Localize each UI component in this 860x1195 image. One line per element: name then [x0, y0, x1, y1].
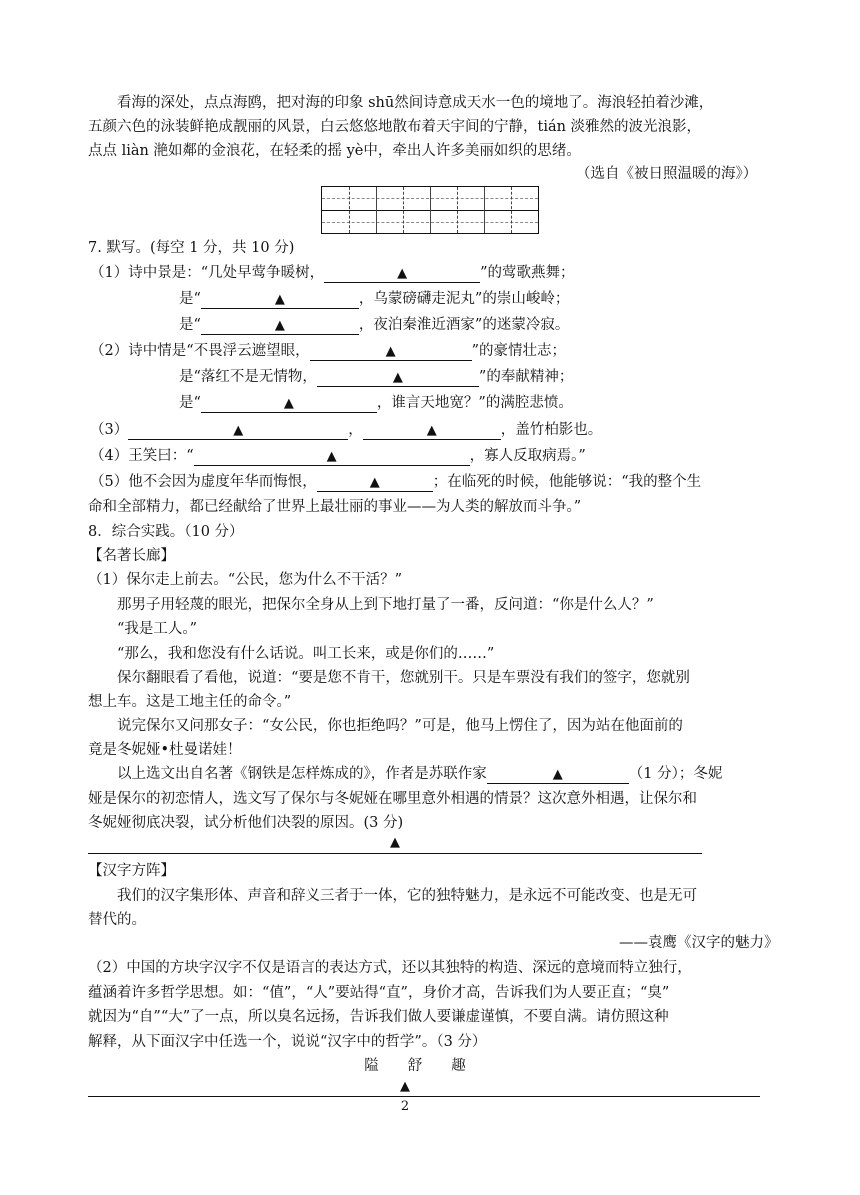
q8-text-2: 那男子用轻蔑的眼光，把保尔全身从上到下地打量了一番，反问道：“你是什么人？” — [117, 597, 654, 613]
q7-item-5-post: ”的奉献精神； — [478, 369, 574, 385]
triangle-marker: ▲ — [397, 266, 408, 281]
section-heading-classics: 【名著长廊】 — [88, 548, 175, 564]
triangle-marker: ▲ — [392, 370, 403, 385]
q8-question-2-line-3: 就因为“自”“大”了一点，所以臭名远扬，告诉我们做人要谦虚谨慎，不要自满。请仿照这种 — [88, 1009, 669, 1025]
section-heading-chinese-characters: 【汉字方阵】 — [88, 863, 175, 879]
triangle-marker: ▲ — [233, 423, 244, 438]
q7-item-5-pre: 是“落红不是无情物， — [179, 369, 317, 385]
q7-item-6 — [179, 393, 573, 413]
q8-question-1-cont-1: 娅是保尔的初恋情人，选文写了保尔与冬妮娅在哪里意外相遇的情景？这次意外相遇，让保尔和 — [88, 791, 697, 807]
q7-item-6-pre: 是“ — [179, 395, 201, 411]
q7-item-8-pre: （4）王笑曰：“ — [90, 448, 194, 464]
q7-item-9-pre: （5）他不会因为虚度年华而悔恨， — [90, 474, 317, 490]
answer-blank[interactable] — [201, 394, 377, 413]
q8-question-2-line-2: 蕴涵着许多哲学思想。如：“值”，“人”要站得“直”，身价才高，告诉我们为人要正直；“臭” — [88, 985, 670, 1001]
answer-line-1[interactable] — [88, 853, 702, 854]
triangle-marker: ▲ — [385, 344, 396, 359]
answer-blank[interactable] — [324, 264, 480, 283]
triangle-marker: ▲ — [274, 318, 285, 333]
q7-item-3 — [179, 315, 569, 335]
q7-item-5 — [179, 367, 573, 387]
q7-item-7-post: ，盖竹柏影也。 — [500, 422, 603, 438]
q7-item-4-post: ”的豪情壮志； — [471, 343, 567, 359]
q8-question-1-pre: 以上选文出自名著《钢铁是怎样炼成的》，作者是苏联作家 — [117, 766, 487, 782]
answer-blank[interactable] — [201, 290, 359, 309]
triangle-marker: ▲ — [552, 767, 563, 782]
q8-title: 8．综合实践。（10 分） — [88, 524, 244, 540]
triangle-marker: ▲ — [426, 423, 437, 438]
q7-item-9-post: ；在临死的时候，他能够说：“我的整个生 — [432, 474, 702, 490]
q7-item-1 — [90, 263, 575, 283]
q7-item-1-post: ”的莺歌燕舞； — [480, 265, 575, 281]
triangle-marker: ▲ — [326, 449, 337, 464]
q7-item-6-post: ，谁言天地宽？”的满腔悲愤。 — [376, 395, 573, 411]
author-answer-blank[interactable] — [487, 765, 629, 784]
passage-source: （选自《被日照温暖的海》） — [576, 166, 758, 182]
q8-text-3: “我是工人。” — [117, 621, 198, 637]
answer-blank[interactable] — [128, 421, 348, 440]
q8-question-1-post: （1 分）；冬妮 — [628, 766, 723, 782]
q7-title: 7. 默写。(每空 1 分，共 10 分) — [88, 240, 295, 256]
answer-blank[interactable] — [194, 447, 470, 466]
q7-item-7 — [90, 420, 602, 440]
triangle-marker: ▲ — [390, 835, 400, 850]
q7-item-1-pre: （1）诗中景是：“几处早莺争暖树， — [90, 265, 325, 281]
q7-item-3-post: ，夜泊秦淮近酒家”的迷蒙冷寂。 — [358, 317, 570, 333]
triangle-marker: ▲ — [369, 475, 380, 490]
q7-item-8-post: ，寡人反取病焉。” — [469, 448, 586, 464]
triangle-marker: ▲ — [274, 292, 285, 307]
answer-line-2[interactable] — [88, 1096, 760, 1097]
candidate-characters: 隘 舒 趣 — [364, 1058, 466, 1074]
q8-text-8: 竟是冬妮娅•杜曼诺娃！ — [88, 742, 242, 758]
q8-text-6: 想上车。这是工地主任的命令。” — [88, 694, 292, 710]
triangle-marker: ▲ — [400, 1079, 410, 1094]
quote-source: ——袁鹰《汉字的魅力》 — [619, 935, 779, 951]
q8-question-1 — [117, 764, 722, 784]
q8-text-7: 说完保尔又问那女子：“女公民，你也拒绝吗？”可是，他马上愣住了，因为站在他面前的 — [117, 718, 683, 734]
q7-item-2 — [179, 289, 569, 309]
q7-item-3-pre: 是“ — [179, 317, 201, 333]
q8-question-2-line-4: 解释，从下面汉字中任选一个，说说“汉字中的哲学”。（3 分） — [88, 1034, 487, 1050]
q8-question-2-line-1: （2）中国的方块字汉字不仅是语言的表达方式，还以其独特的构造、深远的意境而特立独行， — [88, 960, 692, 976]
q8-question-1-cont-2: 冬妮娅彻底决裂，试分析他们决裂的原因。(3 分) — [88, 815, 404, 831]
answer-blank[interactable] — [201, 316, 359, 335]
q7-item-7-pre: （3） — [90, 422, 129, 438]
q8-text-1: （1）保尔走上前去。“公民，您为什么不干活？” — [88, 572, 403, 588]
q7-item-2-post: ，乌蒙磅礴走泥丸”的崇山峻岭； — [358, 291, 570, 307]
q7-item-2-pre: 是“ — [179, 291, 201, 307]
quote-line-1: 我们的汉字集形体、声音和辞义三者于一体，它的独特魅力，是永远不可能改变、也是无可 — [117, 888, 697, 904]
q7-item-8 — [90, 446, 586, 466]
q7-item-4-pre: （2）诗中情是“不畏浮云遮望眼， — [90, 343, 310, 359]
passage-line-1: 看海的深处，点点海鸥，把对海的印象 shū然间诗意成天水一色的境地了。海浪轻拍着沙滩， — [117, 95, 714, 111]
q7-item-4 — [90, 341, 566, 361]
q7-item-7-mid: ， — [348, 422, 363, 438]
q8-text-5: 保尔翻眼看了看他，说道：“要是您不肯干，您就别干。只是车票没有我们的签字，您就别 — [117, 670, 690, 686]
page-number: 2 — [400, 1099, 410, 1114]
q8-text-4: “那么，我和您没有什么话说。叫工长来，或是你们的……” — [117, 646, 495, 662]
answer-blank[interactable] — [310, 342, 472, 361]
passage-line-3: 点点 liàn 滟如鄰的金浪花，在轻柔的摇 yè中，牵出人许多美丽如织的思绪。 — [88, 143, 581, 159]
q7-item-9 — [90, 472, 701, 492]
answer-blank[interactable] — [317, 368, 479, 387]
answer-blank[interactable] — [317, 473, 433, 492]
q7-item-9-cont: 命和全部精力，都已经献给了世界上最壮丽的事业——为人类的解放而斗争。” — [88, 499, 582, 515]
answer-blank[interactable] — [363, 421, 501, 440]
quote-line-2: 替代的。 — [88, 912, 146, 928]
passage-line-2: 五颜六色的泳装鲜艳成靓丽的风景，白云悠悠地散布着天宇间的宁静，tián 淡雅然的波光浪影， — [88, 119, 702, 135]
character-grid[interactable] — [321, 186, 539, 234]
triangle-marker: ▲ — [283, 396, 294, 411]
